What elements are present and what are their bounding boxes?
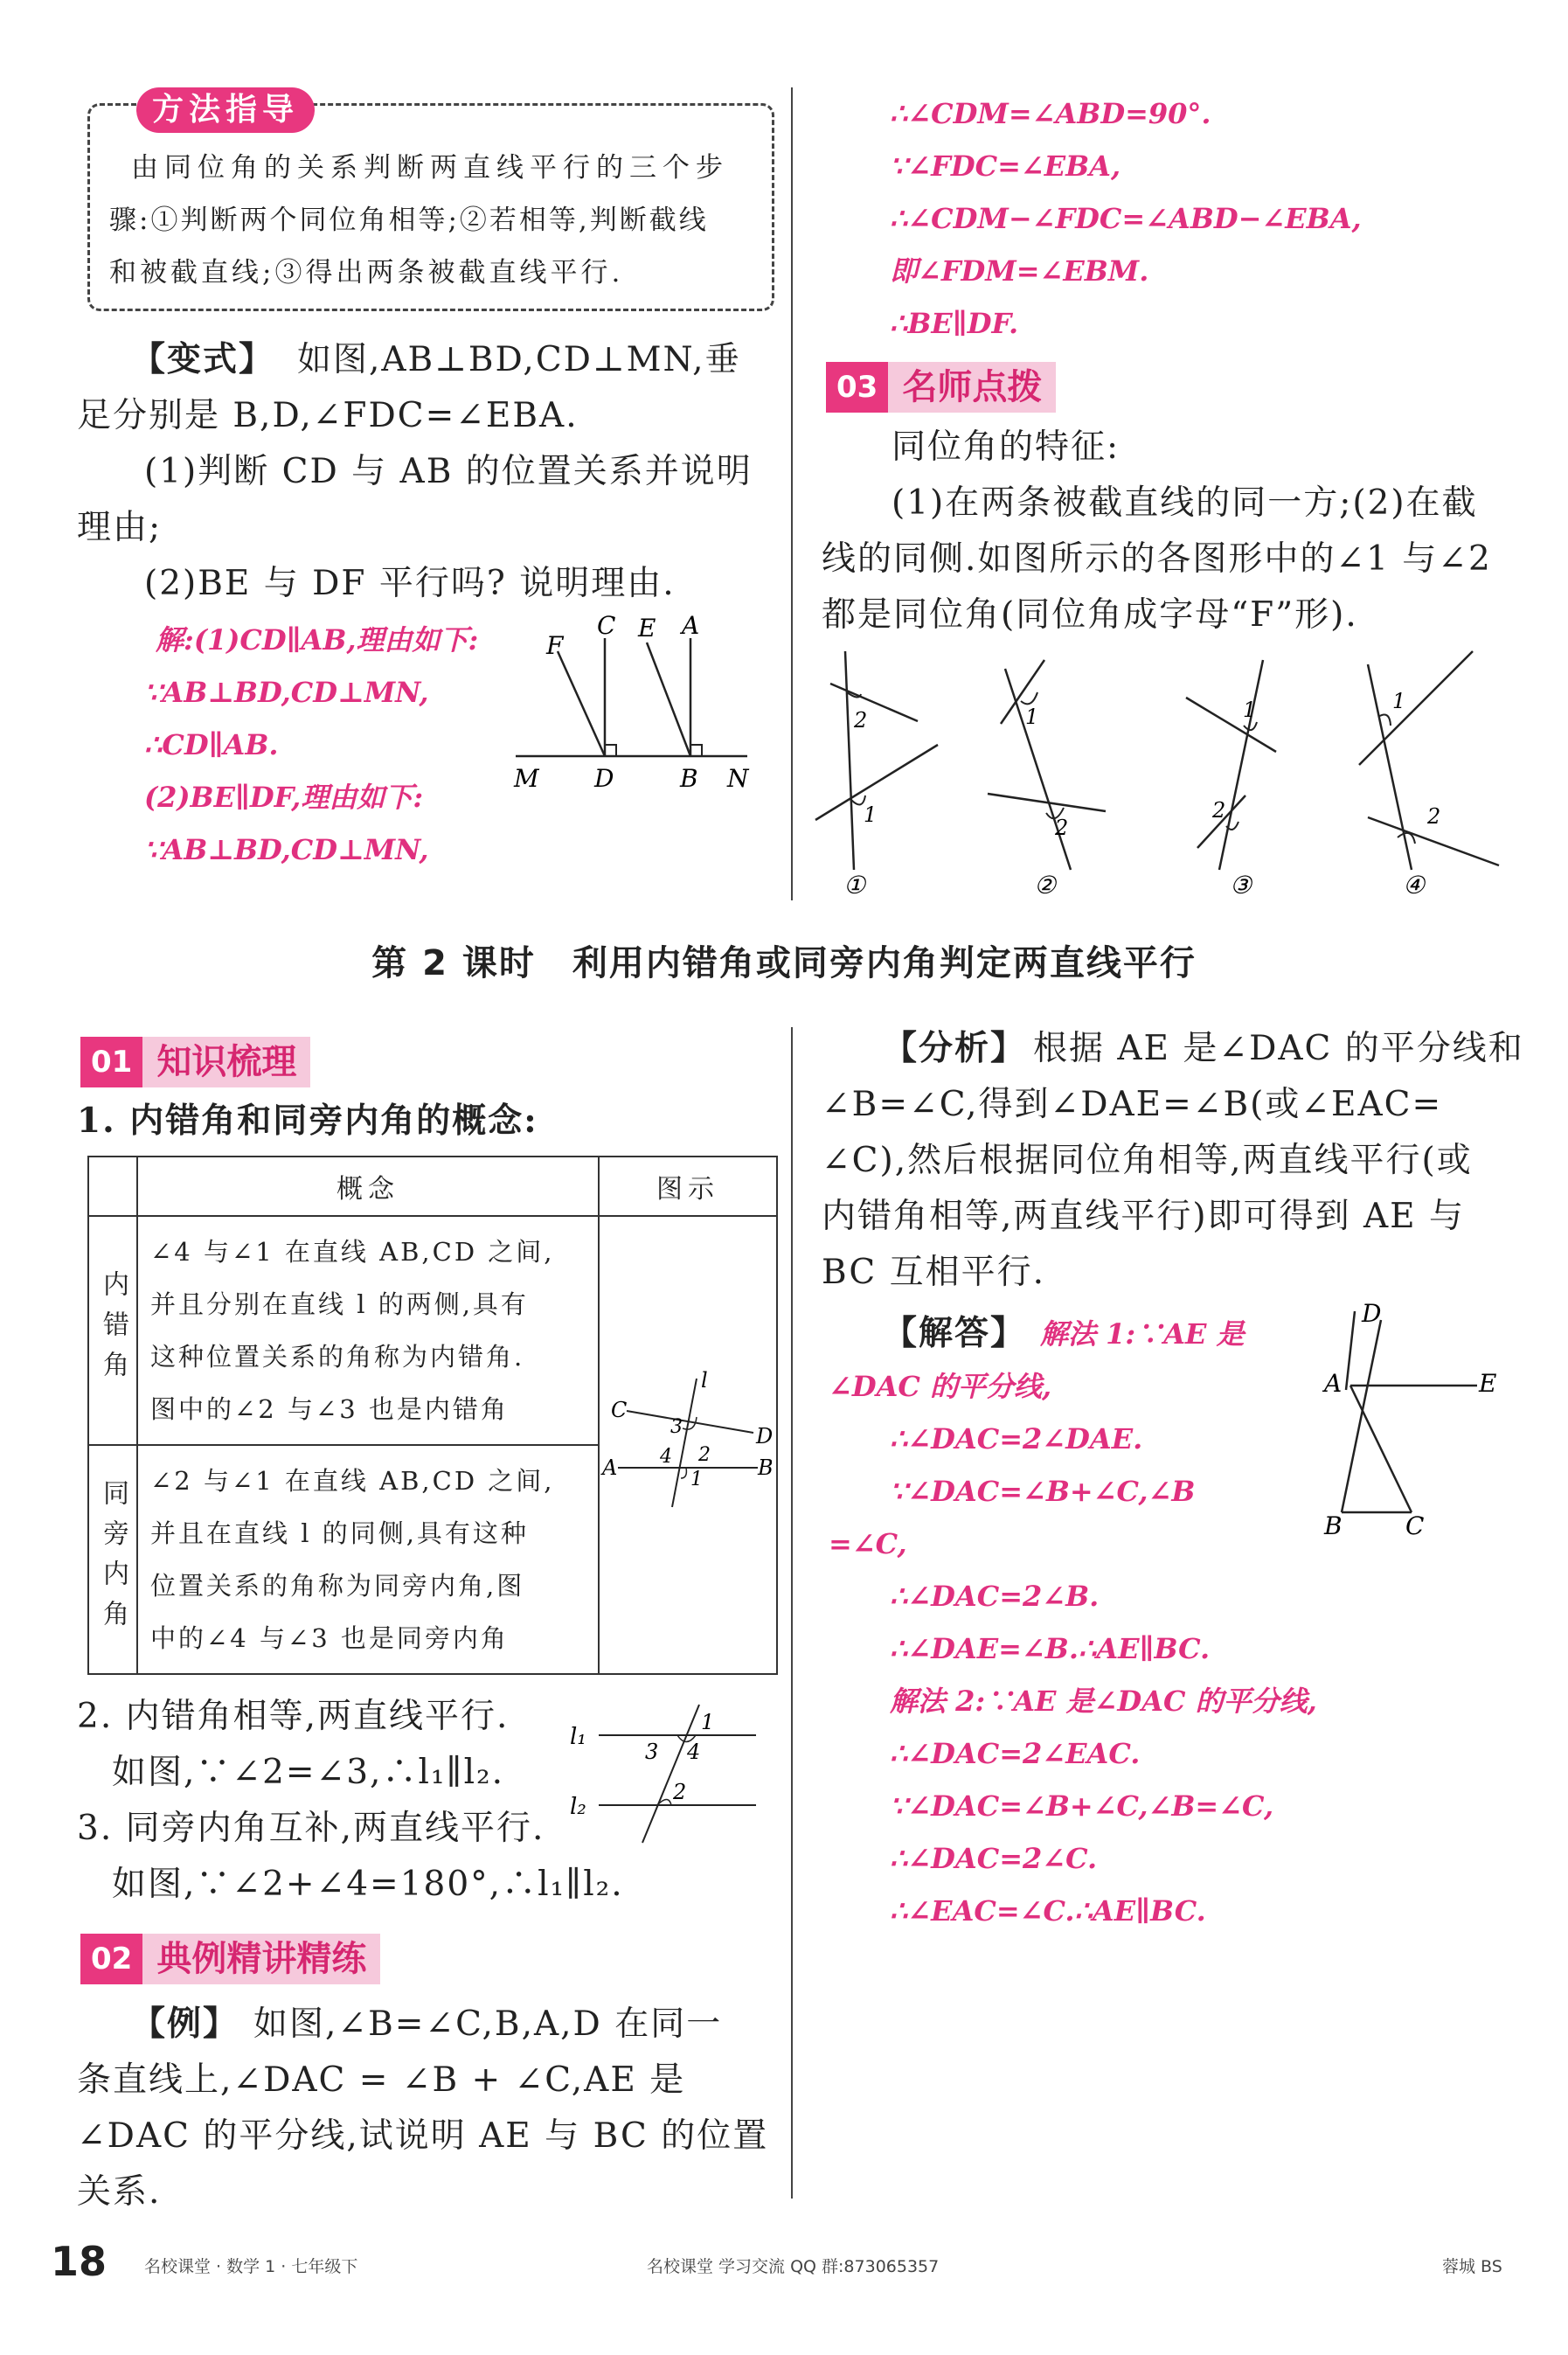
section-02-heading	[80, 1934, 380, 1984]
svg-text:2: 2	[673, 1780, 687, 1804]
svg-text:3: 3	[645, 1740, 659, 1764]
footer-book: 名校课堂 · 数学 1 · 七年级下	[144, 2257, 358, 2276]
triangle-figure	[1276, 1303, 1503, 1539]
variant-figure	[507, 612, 760, 795]
method-guide-line-3: 和被截直线;③得出两条被截直线平行.	[109, 257, 624, 288]
corresponding-angles-figures	[808, 647, 1508, 900]
rt-solution-5: ∴BE∥DF.	[890, 307, 1019, 340]
section-03-number: 03	[826, 362, 888, 413]
method-guide-line-2: 骤:①判断两个同位角相等;②若相等,判断截线	[109, 205, 709, 236]
svg-text:B: B	[1324, 1511, 1343, 1539]
example-line-3: ∠DAC 的平分线,试说明 AE 与 BC 的位置	[77, 2116, 769, 2156]
svg-text:1: 1	[690, 1469, 703, 1490]
svg-text:l₁: l₁	[570, 1724, 586, 1750]
svg-text:3: 3	[670, 1416, 683, 1438]
footer-edition: 蓉城 BS	[1442, 2257, 1502, 2276]
figure-3-label: ③	[1230, 871, 1252, 900]
fig-label-N: N	[727, 764, 749, 793]
answer-line-9: ∴∠DAC=2∠EAC.	[890, 1737, 1141, 1770]
svg-text:2: 2	[1212, 798, 1226, 823]
column-divider-bottom	[791, 1027, 793, 2199]
knowledge-item-3-example: 如图,∵∠2+∠4=180°,∴l₁∥l₂.	[112, 1865, 624, 1904]
variant-solution-1: 解:(1)CD∥AB,理由如下:	[156, 623, 479, 656]
row-name-same-side: 同旁内角	[98, 1479, 128, 1640]
variant-solution-3: ∴CD∥AB.	[144, 728, 279, 761]
method-guide-line-1: 由同位角的关系判断两直线平行的三个步	[131, 152, 729, 184]
svg-text:1: 1	[1392, 689, 1406, 713]
tip-line-4: 都是同位角(同位角成字母“F”形).	[822, 595, 1358, 635]
section-03-heading	[826, 362, 1056, 413]
section-01-number: 01	[80, 1037, 142, 1087]
rt-solution-2: ∵∠FDC=∠EBA,	[890, 149, 1121, 183]
table-header-figure: 图示	[599, 1157, 777, 1216]
svg-text:E: E	[1479, 1369, 1497, 1398]
variant-solution-4: (2)BE∥DF,理由如下:	[144, 781, 424, 814]
svg-text:l: l	[701, 1368, 708, 1393]
svg-text:C: C	[1405, 1511, 1425, 1539]
analysis-line-1: 根据 AE 是∠DAC 的平分线和	[1033, 1029, 1524, 1068]
answer-line-10: ∵∠DAC=∠B+∠C,∠B=∠C,	[890, 1789, 1274, 1823]
section-03-title: 名师点拨	[888, 362, 1056, 413]
variant-line-4: 理由;	[77, 508, 163, 547]
figure-2-label: ②	[1034, 871, 1057, 900]
variant-line-1: 如图,AB⊥BD,CD⊥MN,垂	[297, 340, 741, 379]
svg-text:1: 1	[1025, 705, 1039, 729]
svg-text:2: 2	[1055, 816, 1069, 840]
section-02-title: 典例精讲精练	[142, 1934, 380, 1984]
rt-solution-1: ∴∠CDM=∠ABD=90°.	[890, 97, 1211, 130]
svg-text:1: 1	[864, 802, 878, 827]
knowledge-item-3: 3. 同旁内角互补,两直线平行.	[77, 1809, 545, 1848]
page-number: 18	[51, 2238, 108, 2285]
svg-text:C: C	[611, 1398, 628, 1422]
svg-text:4: 4	[660, 1446, 672, 1468]
footer-qq: 名校课堂 学习交流 QQ 群:873065357	[647, 2257, 940, 2276]
section-01-title: 知识梳理	[142, 1037, 310, 1087]
svg-text:D: D	[756, 1424, 772, 1448]
analysis-line-5: BC 互相平行.	[822, 1253, 1046, 1292]
tip-line-1: 同位角的特征:	[892, 427, 1120, 467]
example-label: 【例】	[131, 2004, 239, 2044]
rt-solution-3: ∴∠CDM−∠FDC=∠ABD−∠EBA,	[890, 202, 1362, 235]
fig-label-D: D	[594, 764, 614, 793]
section-02-number: 02	[80, 1934, 142, 1984]
section-01-heading	[80, 1037, 310, 1087]
table-figure-cell	[599, 1216, 777, 1674]
svg-text:l₂: l₂	[570, 1794, 586, 1820]
svg-text:4: 4	[687, 1740, 701, 1764]
row-alternate-definition: ∠4 与∠1 在直线 AB,CD 之间, 并且分别在直线 l 的两侧,具有 这种位置关系的角称为内错角. 图中的∠2 与∠3 也是内错角	[137, 1216, 599, 1445]
row-same-side-definition: ∠2 与∠1 在直线 AB,CD 之间, 并且在直线 l 的同侧,具有这种 位置关系的角称为同旁内角,图 中的∠4 与∠3 也是同旁内角	[137, 1445, 599, 1674]
analysis-line-3: ∠C),然后根据同位角相等,两直线平行(或	[822, 1141, 1473, 1180]
lesson-title: 第 2 课时 利用内错角或同旁内角判定两直线平行	[371, 943, 1197, 983]
table-figure	[600, 1345, 772, 1538]
svg-text:A: A	[602, 1455, 618, 1480]
knowledge-item-2-example: 如图,∵∠2=∠3,∴l₁∥l₂.	[112, 1753, 505, 1792]
fig-label-A: A	[682, 612, 700, 640]
answer-line-12: ∴∠EAC=∠C.∴AE∥BC.	[890, 1894, 1206, 1928]
table-header-concept: 概念	[137, 1157, 599, 1216]
svg-text:2: 2	[854, 708, 868, 733]
answer-line-7: ∴∠DAE=∠B.∴AE∥BC.	[890, 1632, 1211, 1665]
svg-text:1: 1	[701, 1710, 715, 1734]
analysis-label: 【分析】	[883, 1029, 1027, 1068]
concept-table	[87, 1156, 778, 1675]
tip-line-2: (1)在两条被截直线的同一方;(2)在截	[892, 483, 1478, 523]
analysis-line-2: ∠B=∠C,得到∠DAE=∠B(或∠EAC=	[822, 1085, 1443, 1124]
answer-line-1: 解法 1:∵AE 是	[1040, 1317, 1245, 1351]
svg-text:D: D	[1362, 1303, 1382, 1328]
svg-text:2: 2	[1427, 804, 1441, 829]
knowledge-item-1: 1. 内错角和同旁内角的概念:	[77, 1101, 538, 1141]
answer-line-8: 解法 2:∵AE 是∠DAC 的平分线,	[890, 1685, 1317, 1718]
answer-label: 【解答】	[883, 1314, 1027, 1353]
tip-line-3: 线的同侧.如图所示的各图形中的∠1 与∠2	[822, 539, 1492, 579]
knowledge-item-2: 2. 内错角相等,两直线平行.	[77, 1697, 510, 1736]
figure-4-label: ④	[1403, 871, 1426, 900]
analysis-line-4: 内错角相等,两直线平行)即可得到 AE 与	[822, 1197, 1466, 1236]
answer-line-3: ∴∠DAC=2∠DAE.	[890, 1422, 1143, 1455]
answer-line-5: =∠C,	[829, 1527, 907, 1560]
fig-label-C: C	[597, 612, 616, 640]
fig-label-B: B	[680, 764, 698, 793]
answer-line-11: ∴∠DAC=2∠C.	[890, 1842, 1098, 1875]
figure-1-label: ①	[843, 871, 866, 900]
variant-line-5: (2)BE 与 DF 平行吗? 说明理由.	[144, 564, 676, 603]
example-line-2: 条直线上,∠DAC = ∠B + ∠C,AE 是	[77, 2060, 686, 2100]
row-name-alternate: 内错角	[98, 1270, 128, 1391]
example-line-1: 如图,∠B=∠C,B,A,D 在同一	[253, 2004, 723, 2044]
fig-label-E: E	[638, 614, 656, 643]
svg-text:1: 1	[1243, 698, 1257, 722]
svg-text:B: B	[758, 1455, 772, 1480]
answer-line-4: ∵∠DAC=∠B+∠C,∠B	[890, 1475, 1196, 1508]
variant-solution-5: ∵AB⊥BD,CD⊥MN,	[144, 833, 429, 866]
variant-line-3: (1)判断 CD 与 AB 的位置关系并说明	[144, 452, 753, 491]
fig-label-F: F	[546, 631, 564, 660]
variant-line-2: 足分别是 B,D,∠FDC=∠EBA.	[77, 396, 579, 435]
svg-text:A: A	[1324, 1369, 1343, 1398]
answer-line-2: ∠DAC 的平分线,	[829, 1370, 1052, 1403]
column-divider-top	[791, 87, 793, 900]
variant-solution-2: ∵AB⊥BD,CD⊥MN,	[144, 676, 429, 709]
parallel-lines-figure	[568, 1696, 769, 1844]
svg-text:2: 2	[698, 1444, 711, 1466]
method-guide-badge: 方法指导	[136, 87, 315, 133]
answer-line-6: ∴∠DAC=2∠B.	[890, 1580, 1100, 1613]
rt-solution-4: 即∠FDM=∠EBM.	[890, 254, 1149, 288]
variant-label: 【变式】	[131, 340, 275, 379]
example-line-4: 关系.	[77, 2172, 162, 2212]
fig-label-M: M	[514, 764, 539, 793]
